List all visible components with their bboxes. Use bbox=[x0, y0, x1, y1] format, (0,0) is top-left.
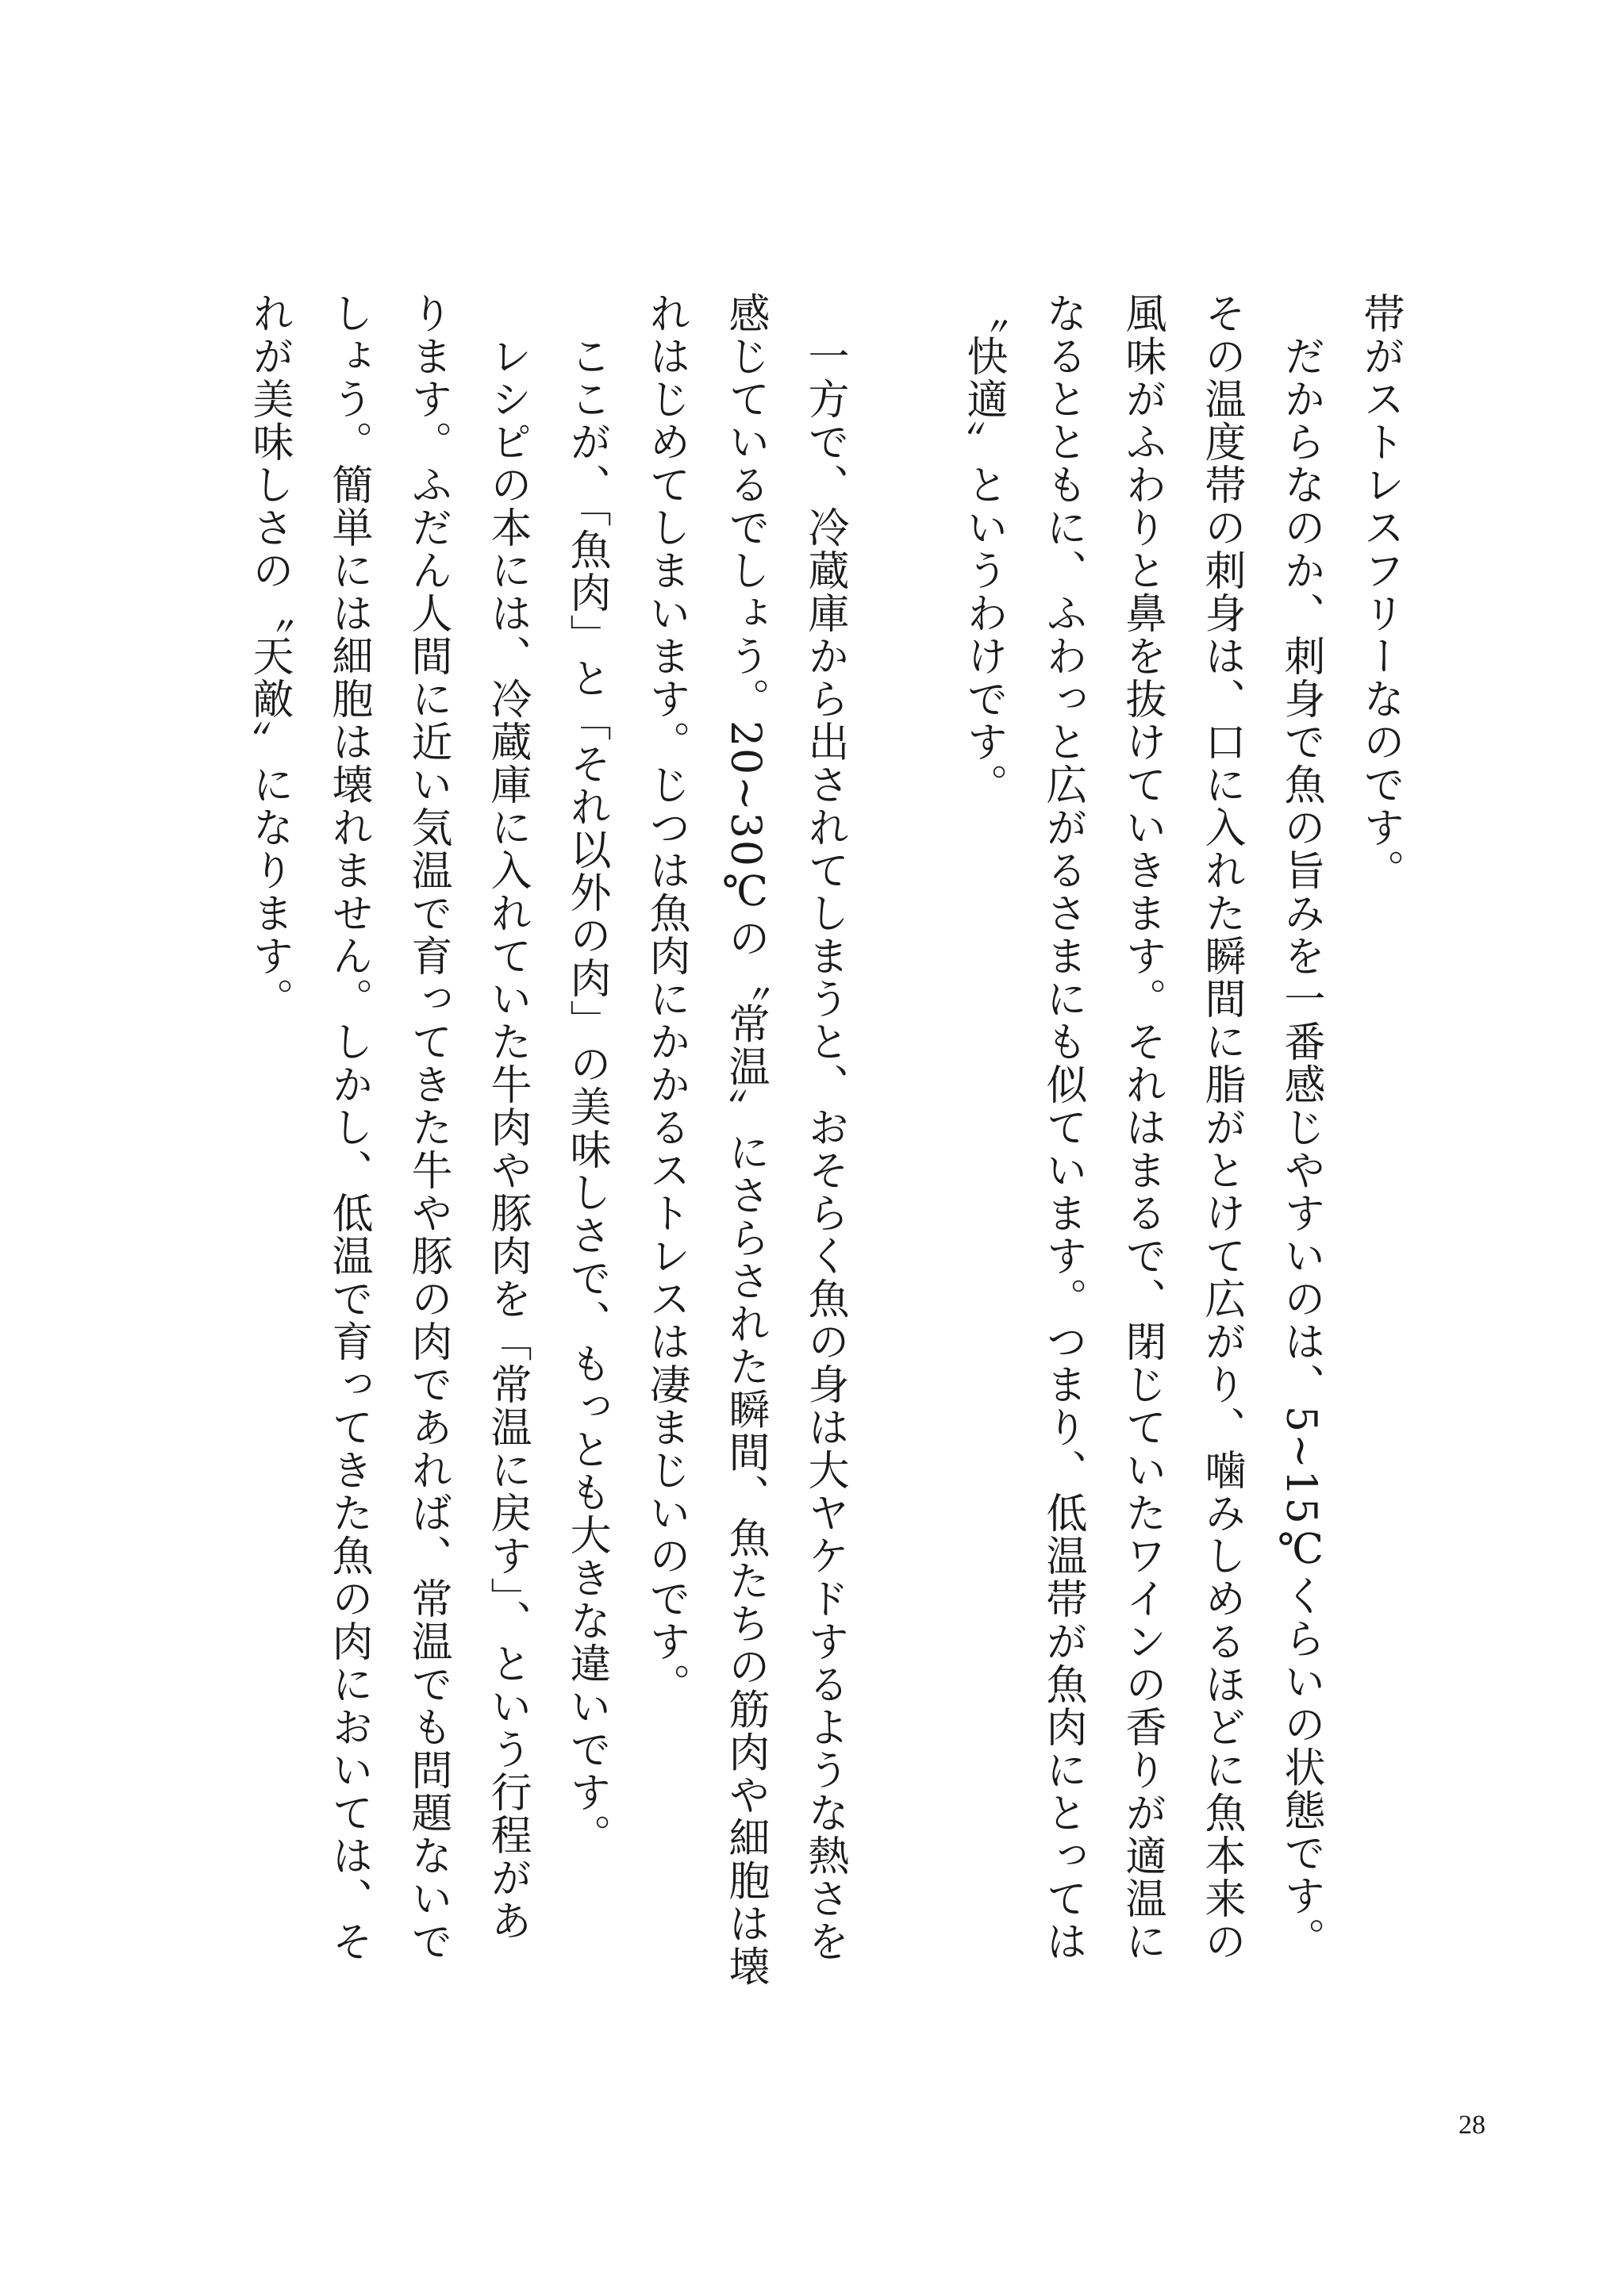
text-line: れはじめてしまいます。じつは魚肉にかかるストレスは凄まじいのです。 bbox=[642, 292, 690, 1706]
text-line: なるとともに、ふわっと広がるさまにも似ています。つまり、低温帯が魚肉にとっては bbox=[1039, 292, 1086, 1963]
text-line: 〝快適〟というわけです。 bbox=[959, 292, 1007, 806]
text-line: 帯がストレスフリーなのです。 bbox=[1356, 292, 1404, 892]
text-line: ります。ふだん人間に近い気温で育ってきた牛や豚の肉であれば、常温でも問題ないで bbox=[404, 292, 452, 1963]
text-line: だからなのか、刺身で魚の旨みを一番感じやすいのは、5~15℃くらいの状態です。 bbox=[1277, 292, 1324, 1960]
text-line: 感じているでしょう。20~30℃の〝常温〟にさらされた瞬間、魚たちの筋肉や細胞は壊 bbox=[721, 292, 769, 1988]
page-number: 28 bbox=[1459, 2110, 1485, 2140]
text-line: しょう。簡単には細胞は壊れません。しかし、低温で育ってきた魚の肉においては、そ bbox=[325, 292, 372, 1963]
text-line: ここが、「魚肉」と「それ以外の肉」の美味しさで、もっとも大きな違いです。 bbox=[563, 292, 610, 1856]
paragraph-gap bbox=[864, 292, 944, 2180]
body-text bbox=[229, 292, 1420, 2180]
text-line: その温度帯の刺身は、口に入れた瞬間に脂がとけて広がり、噛みしめるほどに魚本来の bbox=[1197, 292, 1245, 1963]
text-line: レシピの本には、冷蔵庫に入れていた牛肉や豚肉を「常温に戻す」、という行程があ bbox=[483, 292, 531, 1942]
text-line: 風味がふわりと鼻を抜けていきます。それはまるで、閉じていたワインの香りが適温に bbox=[1118, 292, 1166, 1963]
text-line: 一方で、冷蔵庫から出されてしまうと、おそらく魚の身は大ヤケドするような熱さを bbox=[801, 292, 848, 1963]
text-line: れが美味しさの〝天敵〟になります。 bbox=[245, 292, 293, 1020]
